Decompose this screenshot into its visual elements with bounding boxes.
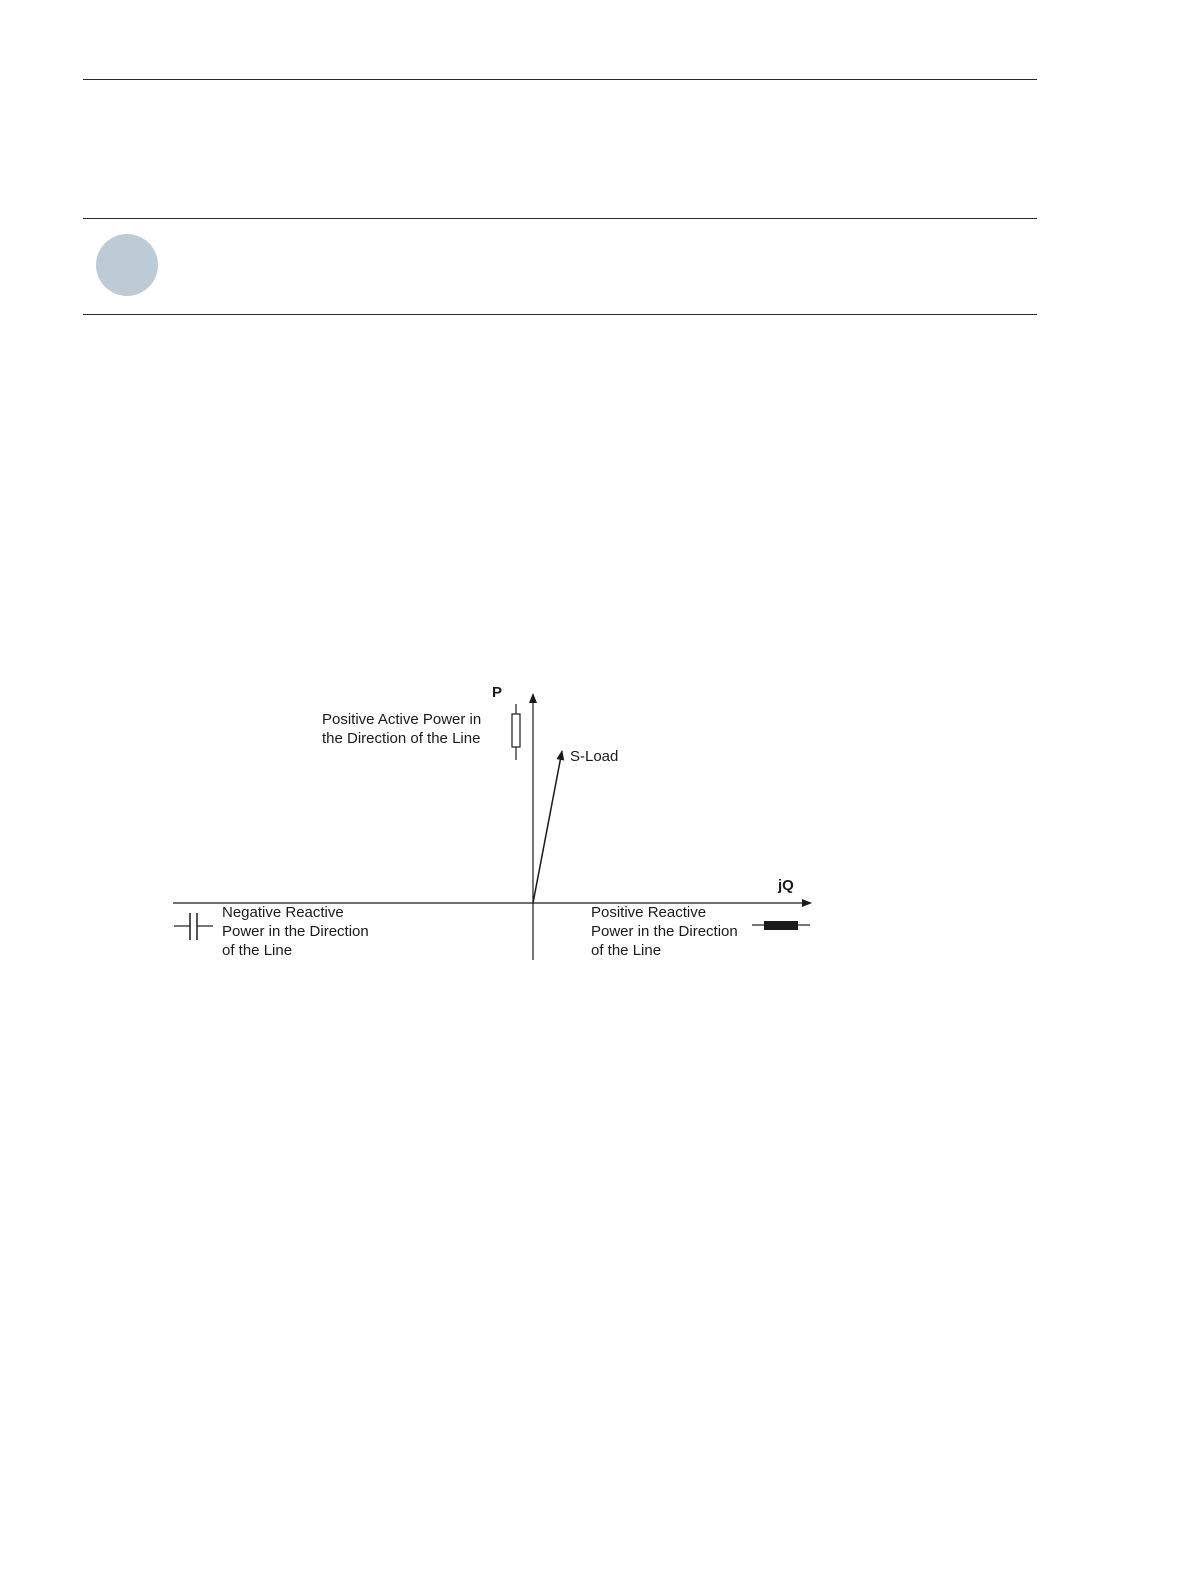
capacitor-icon	[174, 913, 213, 940]
positive-reactive-label-line3: of the Line	[591, 942, 662, 959]
s-load-label: S-Load	[570, 748, 619, 765]
positive-active-label-line2: the Direction of the Line	[322, 730, 481, 747]
jq-axis-label: jQ	[778, 877, 794, 894]
inductor-icon	[752, 921, 810, 930]
positive-reactive-label-line1: Positive Reactive	[591, 904, 707, 921]
s-load-vector	[533, 751, 562, 903]
positive-reactive-label-line2: Power in the Direction	[591, 923, 738, 940]
negative-reactive-label-line3: of the Line	[222, 942, 293, 959]
positive-active-label-line1: Positive Active Power in	[322, 711, 482, 728]
negative-reactive-label-line1: Negative Reactive	[222, 904, 344, 921]
negative-reactive-label-line2: Power in the Direction	[222, 923, 369, 940]
resistor-icon	[512, 704, 520, 760]
p-axis-label: P	[492, 684, 503, 701]
